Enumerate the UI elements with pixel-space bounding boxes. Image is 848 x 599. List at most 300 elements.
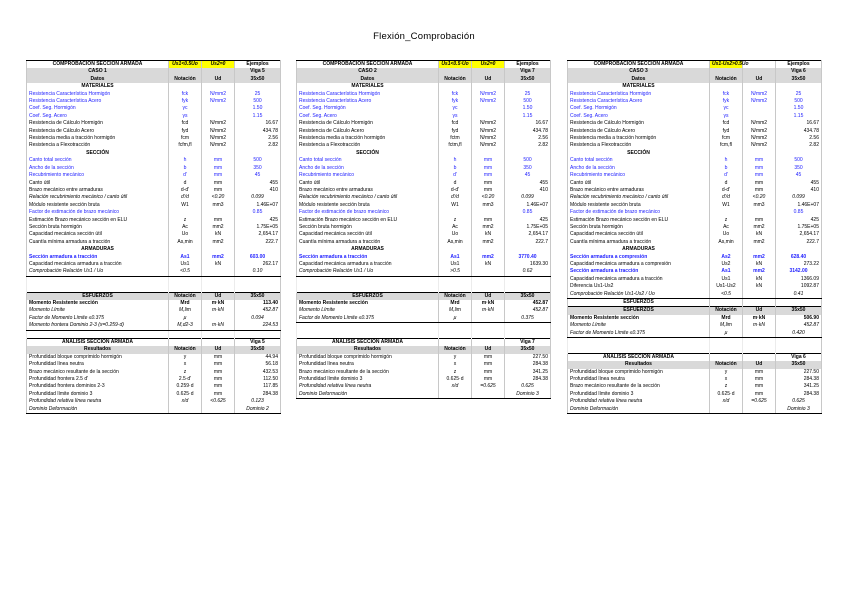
row-label: Resistencia media a tracción hormigón (297, 135, 439, 142)
value-cell: 35x50 (505, 292, 551, 300)
value-cell (235, 284, 281, 292)
notation-cell: d-d' (710, 187, 743, 194)
table-row (297, 128, 551, 135)
row-label: Factor de Momento Límite ≤0.375 (27, 315, 169, 322)
notation-cell: W1 (169, 202, 202, 209)
value-cell: 452.87 (505, 307, 551, 314)
table-row (297, 217, 551, 224)
notation-cell: d' (710, 172, 743, 179)
table-row (27, 338, 281, 346)
notation-cell: M,lim (169, 307, 202, 314)
row-label: Profundidad bloque comprimido hormigón (297, 354, 439, 361)
unit-cell: mm (743, 180, 776, 187)
unit-cell: mm (472, 180, 505, 187)
unit-cell: mm (472, 376, 505, 383)
row-label: Estimación Brazo mecánico sección en ELU (297, 217, 439, 224)
unit-cell: mm2 (743, 224, 776, 231)
row-label: Profundidad límite dominio 3 (568, 391, 710, 398)
notation-cell: fyd (169, 128, 202, 135)
notation-cell: γs (169, 113, 202, 120)
table-row (297, 276, 551, 284)
table-row (27, 346, 281, 353)
notation-cell: x/d (710, 398, 743, 405)
row-label (568, 338, 710, 346)
row-label: Comprobación Relación Us1-Us2 / Uo (568, 291, 710, 299)
unit-cell (743, 209, 776, 216)
unit-cell (202, 83, 235, 90)
table-row (27, 261, 281, 268)
value-cell: 227.50 (776, 369, 822, 376)
unit-cell: N/mm2 (472, 91, 505, 98)
case2-table (296, 60, 551, 399)
table-row (568, 98, 822, 105)
table-row (297, 261, 551, 268)
unit-cell: mm (743, 187, 776, 194)
table-row (568, 128, 822, 135)
table-row (568, 83, 822, 90)
table-row (568, 209, 822, 216)
value-cell: 16.67 (776, 120, 822, 127)
notation-cell: >0.5 (439, 268, 472, 276)
unit-cell: N/mm2 (202, 120, 235, 127)
notation-cell: z (710, 383, 743, 390)
notation-cell: Notación (439, 292, 472, 300)
notation-cell: d-d' (169, 187, 202, 194)
notation-cell: fcm (169, 135, 202, 142)
unit-cell: mm (472, 165, 505, 172)
table-row (27, 128, 281, 135)
row-label: Resistencia de Cálculo Acero (27, 128, 169, 135)
row-label: Recubrimiento mecánico (568, 172, 710, 179)
notation-cell: y (439, 354, 472, 361)
notation-cell: Notación (710, 307, 743, 315)
table-row (297, 61, 551, 69)
table-row (27, 187, 281, 194)
row-label: Momento Resistente sección (27, 300, 169, 307)
table-row (568, 376, 822, 383)
notation-cell: Notación (439, 346, 472, 353)
value-cell: 500 (235, 98, 281, 105)
value-cell: 2.56 (776, 135, 822, 142)
unit-cell: mm (743, 383, 776, 390)
table-row (27, 239, 281, 246)
unit-cell: N/mm2 (202, 135, 235, 142)
unit-cell: mm (743, 391, 776, 398)
value-cell: 432.53 (235, 369, 281, 376)
value-cell: 1366.09 (776, 276, 822, 283)
unit-cell: kN (743, 261, 776, 268)
notation-cell: d'/d (169, 194, 202, 201)
value-cell: 284.38 (505, 376, 551, 383)
unit-cell (743, 113, 776, 120)
notation-cell (710, 246, 743, 253)
value-cell: 341.25 (505, 369, 551, 376)
unit-cell: N/mm2 (472, 135, 505, 142)
row-label: ESFUERZOS (568, 307, 710, 315)
value-cell (235, 150, 281, 157)
notation-cell: fyd (439, 128, 472, 135)
row-label: Resistencia media a tracción hormigón (27, 135, 169, 142)
table-row (27, 83, 281, 90)
unit-cell: N/mm2 (743, 128, 776, 135)
row-label (297, 331, 439, 339)
table-row (27, 284, 281, 292)
row-label: Sección bruta hormigón (297, 224, 439, 231)
value-cell: 0.094 (235, 315, 281, 322)
row-label: Estimación Brazo mecánico sección en ELU (568, 217, 710, 224)
unit-cell: mm (202, 391, 235, 398)
unit-cell: m·kN (743, 322, 776, 329)
row-label: Canto útil (297, 180, 439, 187)
notation-cell: As2 (710, 254, 743, 261)
unit-cell: =0.625 (472, 383, 505, 390)
table-row (297, 331, 551, 339)
row-label: Profundidad línea neutra (27, 361, 169, 368)
notation-cell (439, 276, 472, 284)
value-cell: 500 (776, 157, 822, 164)
value-cell: 25 (505, 91, 551, 98)
notation-cell: h (710, 157, 743, 164)
table-row (297, 268, 551, 276)
value-cell (235, 246, 281, 253)
notation-cell: Ac (710, 224, 743, 231)
notation-cell (169, 276, 202, 284)
value-cell (776, 338, 822, 346)
notation-cell: W1 (439, 202, 472, 209)
row-label: Capacidad mecánica sección útil (27, 231, 169, 238)
notation-cell: W1 (710, 202, 743, 209)
table-row (27, 98, 281, 105)
notation-cell: As,min (439, 239, 472, 246)
table-row (27, 180, 281, 187)
row-label: Resistencia media a tracción hormigón (568, 135, 710, 142)
unit-cell: m·kN (202, 300, 235, 307)
unit-cell (743, 299, 776, 307)
notation-cell: b (439, 165, 472, 172)
row-label: Resistencia a Flexotracción (568, 142, 710, 149)
row-label: MATERIALES (27, 83, 169, 90)
unit-cell: mm (202, 157, 235, 164)
row-label: Momento Límite (568, 322, 710, 329)
notation-cell: Notación (439, 76, 472, 83)
table-row (297, 194, 551, 201)
unit-cell: N/mm2 (743, 91, 776, 98)
row-label: Brazo mecánico resultante de la sección (27, 369, 169, 376)
row-label: CASO 3 (568, 68, 710, 75)
unit-cell: mm2 (743, 268, 776, 275)
table-row (568, 398, 822, 405)
notation-cell: Us1<0.5·Uo (439, 61, 472, 69)
value-cell: 2,654.17 (235, 231, 281, 238)
value-cell: 350 (776, 165, 822, 172)
unit-cell (202, 315, 235, 322)
table-row (297, 83, 551, 90)
value-cell: 3142.00 (776, 268, 822, 275)
value-cell: 1.15 (505, 113, 551, 120)
unit-cell (472, 338, 505, 346)
value-cell: Viga 7 (505, 68, 551, 75)
notation-cell (439, 331, 472, 339)
row-label: Coef. Seg. Hormigón (568, 105, 710, 112)
row-label: Canto útil (568, 180, 710, 187)
value-cell: 434.78 (235, 128, 281, 135)
row-label: Resistencia de Cálculo Hormigón (27, 120, 169, 127)
value-cell: 0.099 (776, 194, 822, 201)
value-cell: 2,654.17 (505, 231, 551, 238)
value-cell: 500 (505, 98, 551, 105)
row-label: ANÁLISIS SECCIÓN ARMADA (27, 338, 169, 346)
unit-cell: N/mm2 (743, 135, 776, 142)
value-cell: 25 (235, 91, 281, 98)
row-label: Capacidad mecánica armadura a tracción (568, 276, 710, 283)
unit-cell: =0.625 (743, 398, 776, 405)
row-label: Resistencia de Cálculo Hormigón (568, 120, 710, 127)
notation-cell (169, 406, 202, 414)
row-label: ANÁLISIS SECCIÓN ARMADA (568, 353, 710, 361)
row-label: Resultados (297, 346, 439, 353)
notation-cell: y (710, 369, 743, 376)
table-row (568, 61, 822, 69)
table-row (568, 239, 822, 246)
notation-cell: Us1<0.5Uo (169, 61, 202, 69)
notation-cell: Us1 (710, 276, 743, 283)
notation-cell: fcd (439, 120, 472, 127)
unit-cell: mm (202, 180, 235, 187)
row-label: Ancho de la sección (27, 165, 169, 172)
table-row (568, 76, 822, 83)
row-label: Resultados (27, 346, 169, 353)
table-row (27, 150, 281, 157)
unit-cell (743, 291, 776, 299)
value-cell (235, 330, 281, 338)
row-label: Capacidad mecánica armadura a tracción (297, 261, 439, 268)
unit-cell (472, 315, 505, 323)
notation-cell (439, 391, 472, 399)
value-cell: Dominio 3 (505, 391, 551, 399)
row-label: SECCIÓN (568, 150, 710, 157)
notation-cell: x (439, 361, 472, 368)
notation-cell: As,min (169, 239, 202, 246)
value-cell: 222.7 (505, 239, 551, 246)
row-label: Coef. Seg. Acero (297, 113, 439, 120)
notation-cell: Uo (169, 231, 202, 238)
table-row (568, 180, 822, 187)
notation-cell (439, 246, 472, 253)
value-cell (505, 150, 551, 157)
unit-cell (472, 209, 505, 216)
row-label: Módulo resistente sección bruta (297, 202, 439, 209)
table-row (297, 315, 551, 323)
notation-cell: As,min (710, 239, 743, 246)
unit-cell (472, 83, 505, 90)
page-title: Flexión_Comprobación (373, 31, 475, 42)
table-row (297, 231, 551, 238)
table-row (297, 246, 551, 253)
unit-cell: Ud (472, 346, 505, 353)
notation-cell: fctm,fl (439, 142, 472, 149)
unit-cell: mm2 (743, 254, 776, 261)
value-cell: 284.38 (776, 391, 822, 398)
value-cell: 284.38 (235, 391, 281, 398)
unit-cell (202, 246, 235, 253)
notation-cell (439, 338, 472, 346)
value-cell: 628.40 (776, 254, 822, 261)
notation-cell: z (169, 217, 202, 224)
row-label: Canto total sección (568, 157, 710, 164)
unit-cell (743, 246, 776, 253)
table-row (27, 113, 281, 120)
row-label: Resistencia Característica Acero (568, 98, 710, 105)
table-row (27, 231, 281, 238)
row-label: Módulo resistente sección bruta (27, 202, 169, 209)
notation-cell: Mrd (439, 300, 472, 307)
row-label: ANÁLISIS SECCIÓN ARMADA (297, 338, 439, 346)
row-label: Dominio Deformación (568, 406, 710, 414)
row-label (27, 284, 169, 292)
unit-cell: mm (743, 157, 776, 164)
notation-cell (710, 299, 743, 307)
row-label: Factor de estimación de brazo mecánico (568, 209, 710, 216)
value-cell: 350 (505, 165, 551, 172)
row-label: Datos (297, 76, 439, 83)
value-cell: 3770.40 (505, 254, 551, 261)
unit-cell: N/mm2 (472, 98, 505, 105)
unit-cell: kN (743, 276, 776, 283)
row-label: Sección armadura a tracción (27, 254, 169, 261)
table-row (27, 254, 281, 261)
row-label: Relación recubrimiento mecánico / canto útil (568, 194, 710, 201)
table-row (297, 307, 551, 314)
table-row (568, 322, 822, 329)
value-cell: 500 (235, 157, 281, 164)
value-cell: 35x50 (776, 361, 822, 368)
table-row (27, 142, 281, 149)
table-row (27, 391, 281, 398)
notation-cell: z (169, 369, 202, 376)
row-label: Brazo mecánico resultante de la sección (568, 383, 710, 390)
unit-cell: Ud (472, 76, 505, 83)
notation-cell (710, 406, 743, 414)
table-row (568, 338, 822, 346)
value-cell: 425 (235, 217, 281, 224)
value-cell: 227.50 (505, 354, 551, 361)
notation-cell: Us1 (439, 261, 472, 268)
unit-cell: N/mm2 (472, 120, 505, 127)
value-cell: 452.87 (235, 307, 281, 314)
notation-cell: d' (439, 172, 472, 179)
table-row (27, 330, 281, 338)
table-row (297, 105, 551, 112)
unit-cell (472, 246, 505, 253)
value-cell: 222.7 (235, 239, 281, 246)
row-label: Coef. Seg. Acero (568, 113, 710, 120)
notation-cell: <0.5 (169, 268, 202, 276)
row-label: Momento Límite (27, 307, 169, 314)
table-row (27, 315, 281, 322)
case1-table (26, 60, 281, 414)
notation-cell: d' (169, 172, 202, 179)
table-row (568, 345, 822, 353)
value-cell: 0.85 (235, 209, 281, 216)
unit-cell: <0.20 (472, 194, 505, 201)
table-row (568, 135, 822, 142)
table-row (27, 224, 281, 231)
unit-cell (472, 105, 505, 112)
row-label: Brazo mecánico resultante de la sección (297, 369, 439, 376)
value-cell: 113.40 (235, 300, 281, 307)
value-cell: 16.67 (235, 120, 281, 127)
row-label: Canto total sección (27, 157, 169, 164)
table-row (568, 361, 822, 368)
unit-cell (743, 338, 776, 346)
table-row (568, 105, 822, 112)
row-label: Canto útil (27, 180, 169, 187)
row-label: Resistencia Característica Acero (27, 98, 169, 105)
value-cell: 35x50 (235, 292, 281, 300)
value-cell (235, 83, 281, 90)
row-label: Resistencia Característica Hormigón (297, 91, 439, 98)
unit-cell: mm2 (202, 239, 235, 246)
unit-cell: N/mm2 (202, 142, 235, 149)
value-cell: 25 (776, 91, 822, 98)
table-row (27, 68, 281, 75)
unit-cell: mm2 (202, 224, 235, 231)
unit-cell (202, 150, 235, 157)
table-row (568, 68, 822, 75)
row-label: Factor de estimación de brazo mecánico (27, 209, 169, 216)
notation-cell: 0.625·d (710, 391, 743, 398)
unit-cell (743, 83, 776, 90)
value-cell (505, 246, 551, 253)
table-row (297, 224, 551, 231)
table-row (568, 353, 822, 361)
notation-cell: x/d (439, 383, 472, 390)
unit-cell: N/mm2 (472, 128, 505, 135)
table-row (27, 322, 281, 330)
notation-cell (710, 353, 743, 361)
value-cell: 500 (776, 98, 822, 105)
value-cell: Ejemplos (505, 61, 551, 69)
table-row (297, 172, 551, 179)
table-row (297, 346, 551, 353)
value-cell: 341.25 (776, 383, 822, 390)
unit-cell: N/mm2 (202, 98, 235, 105)
notation-cell: M,lim (439, 307, 472, 314)
row-label: Cuantía mínima armadura a tracción (297, 239, 439, 246)
unit-cell: mm2 (202, 254, 235, 261)
value-cell: 410 (235, 187, 281, 194)
unit-cell (743, 406, 776, 414)
value-cell: 1.75E+05 (776, 224, 822, 231)
unit-cell: mm (472, 187, 505, 194)
table-row (27, 354, 281, 361)
value-cell: Dominio 2 (235, 406, 281, 414)
notation-cell: γs (439, 113, 472, 120)
value-cell: 0.62 (505, 268, 551, 276)
notation-cell: fck (710, 91, 743, 98)
row-label (27, 330, 169, 338)
table-row (568, 194, 822, 201)
row-label: Profundidad línea neutra (568, 376, 710, 383)
notation-cell (439, 209, 472, 216)
notation-cell: d (439, 180, 472, 187)
notation-cell (439, 323, 472, 331)
notation-cell: Ac (169, 224, 202, 231)
row-label: Cuantía mínima armadura a tracción (568, 239, 710, 246)
row-label: Sección armadura a compresión (568, 254, 710, 261)
value-cell: 425 (505, 217, 551, 224)
notation-cell: x (710, 376, 743, 383)
